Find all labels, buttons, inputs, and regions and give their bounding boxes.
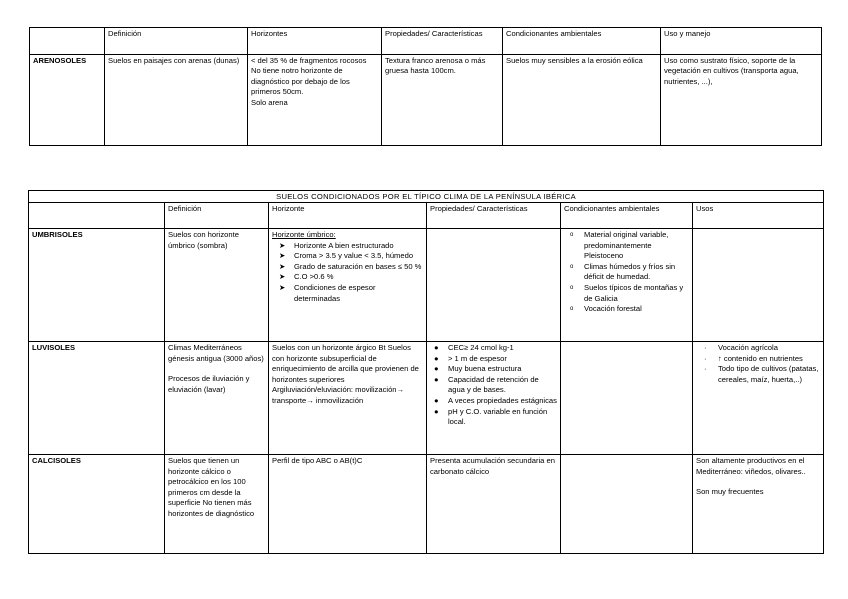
- list-item: [564, 262, 689, 283]
- header-uso: Uso y manejo: [661, 28, 822, 55]
- bullet-icon: ●: [434, 406, 439, 416]
- list-item: [272, 251, 423, 262]
- dot-bullet-icon: ·: [704, 353, 707, 363]
- circle-bullet-icon: o: [570, 232, 574, 238]
- circle-bullet-icon: o: [570, 263, 574, 270]
- usos-list: [696, 343, 820, 385]
- list-item: [430, 396, 557, 407]
- cell-definicion: Suelos con horizonte úmbrico (sombra): [165, 229, 269, 342]
- list-item-text: Condiciones de espesor determinadas: [294, 282, 376, 303]
- cell-condicionantes: [561, 229, 693, 342]
- arenosoles-table: [29, 27, 822, 146]
- horizonte-list: [272, 241, 423, 305]
- horizontes-line: < del 35 % de fragmentos rocosos: [251, 56, 367, 65]
- list-item-text: Suelos típicos de montañas y de Galicia: [584, 282, 684, 303]
- circle-bullet-icon: o: [570, 306, 574, 313]
- cell-horizontes: [248, 55, 382, 146]
- arrow-bullet-icon: ➤: [279, 282, 286, 292]
- list-item-text: Vocación forestal: [584, 304, 642, 314]
- list-item: [564, 230, 689, 262]
- cell-horizonte: [269, 229, 427, 342]
- arrow-bullet-icon: ➤: [279, 251, 286, 261]
- row-label-umbrisoles: UMBRISOLES: [29, 229, 165, 342]
- condicionantes-list: [564, 230, 689, 315]
- list-item-text: Todo tipo de cultivos (patatas, cereales, maíz, huerta,..): [718, 364, 819, 384]
- list-item-text: Material original variable, predominantemente Pleistoceno: [584, 230, 669, 261]
- list-item-text: A veces propiedades estágnicas: [448, 395, 557, 405]
- cell-definicion: [165, 342, 269, 455]
- list-item-text: C.O >0.6 %: [294, 272, 334, 282]
- cell-definicion: Suelos que tienen un horizonte cálcico o petrocálcico en los 100 primeros cm desde la superficie No tienen más horizontes de diagnóstico: [165, 455, 269, 554]
- header-cell-empty: [29, 203, 165, 229]
- cell-definicion: Suelos en paisajes con arenas (dunas): [105, 55, 248, 146]
- list-item-text: Vocación agrícola: [718, 343, 778, 352]
- dot-bullet-icon: ·: [704, 364, 707, 374]
- cell-propiedades: Presenta acumulación secundaria en carbonato cálcico: [427, 455, 561, 554]
- table-row: [29, 342, 824, 455]
- header-cell-empty: [30, 28, 105, 55]
- header-usos: Usos: [693, 203, 824, 229]
- list-item-text: > 1 m de espesor: [448, 353, 507, 363]
- header-horizonte: Horizonte: [269, 203, 427, 229]
- cell-propiedades: [427, 342, 561, 455]
- list-item-text: Grado de saturación en bases ≤ 50 %: [294, 261, 422, 271]
- clima-peninsula-table: [28, 190, 824, 554]
- header-propiedades: Propiedades/ Características: [382, 28, 503, 55]
- cell-usos: [693, 342, 824, 455]
- header-horizontes: Horizontes: [248, 28, 382, 55]
- list-item-text: CEC≥ 24 cmol kg-1: [448, 343, 514, 352]
- list-item: [430, 343, 557, 354]
- list-item: [696, 343, 820, 354]
- list-item-text: pH y C.O. variable en función local.: [448, 406, 548, 427]
- list-item-text: Capacidad de retención de agua y de bases.: [448, 374, 539, 395]
- definicion-paragraph: Procesos de iluviación y eluviación (lavar): [168, 374, 250, 394]
- bullet-icon: ●: [434, 395, 439, 405]
- table-header-row: [29, 203, 824, 229]
- dot-bullet-icon: ·: [704, 343, 707, 352]
- arrow-bullet-icon: ➤: [279, 272, 286, 282]
- horizontes-line: No tiene notro horizonte de diagnóstico por debajo de los primeros 50cm.: [251, 66, 350, 97]
- cell-condicionantes: Suelos muy sensibles a la erosión eólica: [503, 55, 661, 146]
- header-definicion: Definición: [165, 203, 269, 229]
- arrow-bullet-icon: ➤: [279, 240, 286, 250]
- propiedades-list: [430, 343, 557, 428]
- header-condicionantes: Condicionantes ambientales: [503, 28, 661, 55]
- bullet-icon: ●: [434, 353, 439, 363]
- definicion-paragraph: Climas Mediterráneos génesis antigua (3000 años): [168, 343, 264, 363]
- cell-usos: [693, 455, 824, 554]
- list-item: [564, 304, 689, 315]
- list-item-text: Climas húmedos y fríos sin déficit de humedad.: [584, 261, 676, 282]
- bullet-icon: ●: [434, 374, 439, 384]
- list-item-text: ↑ contenido en nutrientes: [718, 353, 803, 363]
- bullet-icon: ●: [434, 364, 439, 374]
- list-item: [272, 241, 423, 252]
- cell-horizonte: Perfil de tipo ABC o AB(t)C: [269, 455, 427, 554]
- horizontes-line: Solo arena: [251, 97, 288, 107]
- cell-propiedades: [427, 229, 561, 342]
- cell-horizonte: Suelos con un horizonte árgico Bt Suelos con horizonte subsuperficial de enriquecimiento de arcilla que provienen de horizontes superiores Argiluviación/eluviación: movilización→ transporte→ inmovilización: [269, 342, 427, 455]
- list-item-text: Muy buena estructura: [448, 364, 522, 374]
- header-condicionantes: Condicionantes ambientales: [561, 203, 693, 229]
- list-item-text: Croma > 3.5 y value < 3.5, húmedo: [294, 251, 414, 261]
- cell-uso: Uso como sustrato físico, soporte de la vegetación en cultivos (transporta agua, nutrientes, ...),: [661, 55, 822, 146]
- cell-usos: [693, 229, 824, 342]
- row-label-arenosoles: ARENOSOLES: [30, 55, 105, 146]
- horizonte-title: Horizonte úmbrico:: [272, 230, 336, 239]
- list-item: [272, 262, 423, 273]
- cell-propiedades: Textura franco arenosa o más gruesa hasta 100cm.: [382, 55, 503, 146]
- list-item-text: Horizonte A bien estructurado: [294, 240, 394, 250]
- table-row: [30, 55, 822, 146]
- list-item: [430, 375, 557, 396]
- cell-condicionantes: [561, 342, 693, 455]
- circle-bullet-icon: o: [570, 284, 574, 291]
- list-item: [430, 407, 557, 428]
- list-item: [564, 283, 689, 304]
- table-header-row: [30, 28, 822, 55]
- list-item: [430, 354, 557, 365]
- usos-paragraph: Son altamente productivos en el Mediterráneo: viñedos, olivares..: [696, 456, 806, 476]
- arrow-bullet-icon: ➤: [279, 261, 286, 271]
- list-item: [272, 272, 423, 283]
- list-item: [430, 364, 557, 375]
- list-item: [696, 354, 820, 365]
- table-row: [29, 229, 824, 342]
- header-definicion: Definición: [105, 28, 248, 55]
- usos-paragraph: Son muy frecuentes: [696, 487, 764, 497]
- row-label-luvisoles: LUVISOLES: [29, 342, 165, 455]
- bullet-icon: ●: [434, 343, 439, 352]
- list-item: [272, 283, 423, 304]
- table-title: SUELOS CONDICIONADOS POR EL TÍPICO CLIMA DE LA PENÍNSULA IBÉRICA: [29, 191, 824, 203]
- list-item: [696, 364, 820, 385]
- table-row: [29, 455, 824, 554]
- row-label-calcisoles: CALCISOLES: [29, 455, 165, 554]
- header-propiedades: Propiedades/ Características: [427, 203, 561, 229]
- cell-condicionantes: [561, 455, 693, 554]
- table-title-row: [29, 191, 824, 203]
